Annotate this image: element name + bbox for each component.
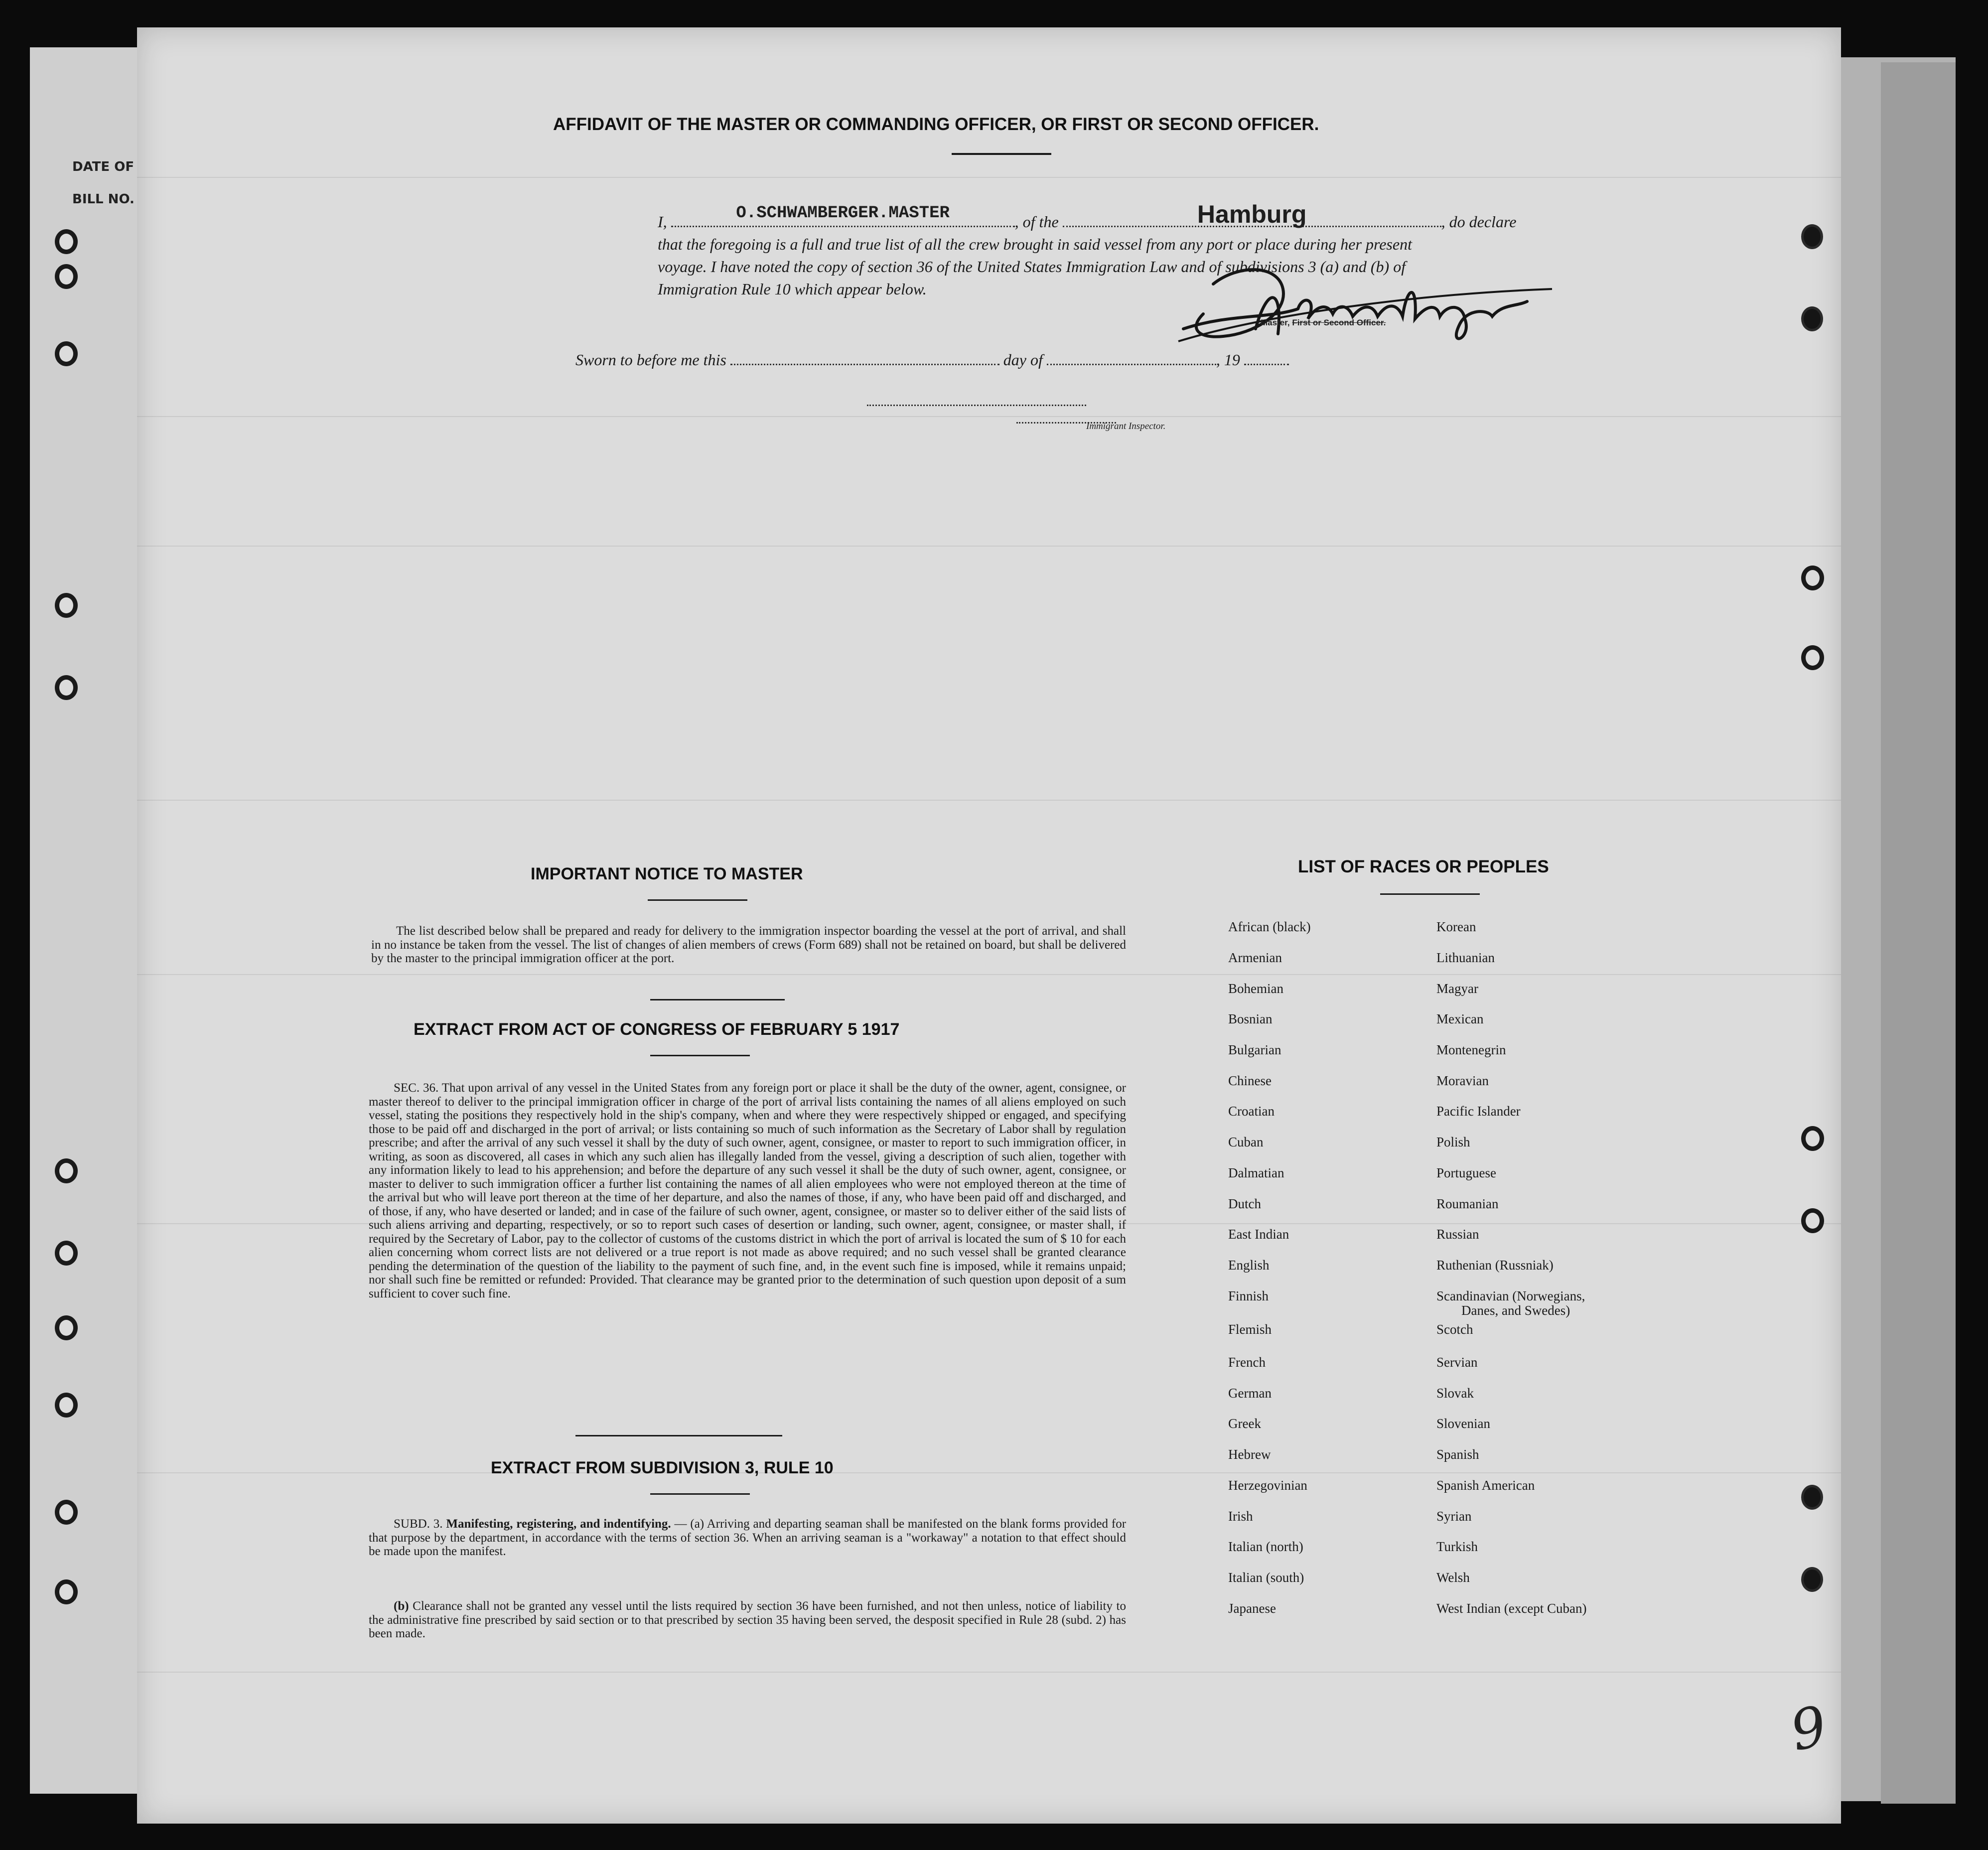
rule-paragraph-a bbox=[369, 1517, 1126, 1559]
race-item: Welsh bbox=[1436, 1570, 1470, 1585]
race-item: Polish bbox=[1436, 1135, 1470, 1149]
races-title: LIST OF RACES OR PEOPLES bbox=[1298, 857, 1549, 876]
punch-hole bbox=[55, 1158, 78, 1183]
race-item: Roumanian bbox=[1436, 1196, 1499, 1211]
master-name-value: O.SCHWAMBERGER.MASTER bbox=[736, 204, 950, 223]
inspector-caption: Immigrant Inspector. bbox=[1086, 421, 1166, 431]
sworn-month-field bbox=[1047, 350, 1216, 365]
of-the-label: , of the bbox=[1014, 213, 1059, 231]
form-page bbox=[137, 27, 1841, 1824]
race-item: Spanish bbox=[1436, 1447, 1479, 1462]
bleed-through-line bbox=[137, 416, 1841, 417]
master-signature bbox=[1168, 254, 1557, 354]
punch-hole bbox=[1801, 306, 1823, 331]
race-item: Servian bbox=[1436, 1355, 1478, 1370]
race-item: Italian (south) bbox=[1228, 1570, 1304, 1585]
act-text: SEC. 36. That upon arrival of any vessel in the United States from any foreign port or place it shall be the duty of the owner, agent, consignee, or master thereof to deliver to the principal immigration officer in charge of the port of arrival lists containing the names of all aliens employed on such vessel, stating the positions they respectively hold in the ship's company, when and where they were respectively shipped or engaged, and specifying those to be paid off and discharged in the port of arrival; or lists containing so much of such information as the Secretary of Labor shall by regulation prescribe; and after the arrival of any such vessel it shall by the duty of such owner, agent, consignee, or master to report to such immigration officer, in writing, as soon as discovered, all cases in which any such alien has illegally landed from the vessel, giving a description of such alien, together with any information likely to lead to his apprehension; and before the departure of any such vessel it shall be the duty of such owner, agent, consignee, or master to deliver to such immigration officer a further list containing the names of all alien employees who were not employed thereon at the time of the arrival but who will leave port thereon at the time of her departure, and also the names of those, if any, who have been paid off and discharged, and of those, if any, who have deserted or landed; and in case of the failure of such owner, agent, consignee, or master so to deliver either of the said lists of such aliens arriving and departing, respectively, or so to report such cases of desertion or landing, such owner, agent, consignee, or master shall, if required by the Secretary of Labor, pay to the collector of customs of the customs district in which the port of arrival is located the sum of $ 10 for each alien concerning whom correct lists are not delivered or a true report is not made as above required; and no such vessel shall be granted clearance pending the determination of the question of the liability to the payment of such fine, and, in the event such fine is imposed, while it remains unpaid; nor shall such fine be remitted or refunded: Provided. That clearance may be granted prior to the determination of such question upon deposit of a sum sufficient to cover such fine. bbox=[369, 1081, 1126, 1300]
affidavit-line-4: Immigration Rule 10 which appear below. bbox=[658, 280, 927, 298]
race-item: African (black) bbox=[1228, 919, 1311, 934]
race-item: Slovenian bbox=[1436, 1416, 1490, 1431]
race-item: Armenian bbox=[1228, 950, 1282, 965]
race-item: Korean bbox=[1436, 919, 1476, 934]
punch-hole bbox=[55, 1393, 78, 1418]
race-item: Hebrew bbox=[1228, 1447, 1271, 1462]
act-title: EXTRACT FROM ACT OF CONGRESS OF FEBRUARY 5 1917 bbox=[414, 1020, 900, 1039]
affidavit-title-rule bbox=[952, 153, 1051, 155]
affidavit-line-1 bbox=[658, 200, 1619, 233]
bleed-through-line bbox=[137, 1672, 1841, 1673]
notice-text: The list described below shall be prepared and ready for delivery to the immigration inspector boarding the vessel at the port of arrival, and shall in no instance be taken from the vessel. The list of changes of alien members of crews (Form 689) shall not be retained on board, but shall be delivered by the master to the principal immigration officer at the port. bbox=[371, 924, 1126, 965]
race-item: Japanese bbox=[1228, 1601, 1276, 1616]
bleed-through-line bbox=[137, 974, 1841, 975]
notice-title: IMPORTANT NOTICE TO MASTER bbox=[531, 864, 803, 883]
race-item: Magyar bbox=[1436, 981, 1478, 996]
race-item: Pacific Islander bbox=[1436, 1104, 1521, 1119]
punch-hole bbox=[1801, 1567, 1823, 1592]
caption-struck-officer: First or Second Officer. bbox=[1292, 318, 1386, 327]
race-item: Herzegovinian bbox=[1228, 1478, 1307, 1493]
punch-hole bbox=[55, 1500, 78, 1525]
back-sheet-label-date: DATE OF bbox=[72, 159, 135, 174]
race-item: Lithuanian bbox=[1436, 950, 1495, 965]
back-sheet-label-bill: BILL NO. bbox=[72, 192, 135, 207]
race-item: French bbox=[1228, 1355, 1266, 1370]
race-item: Scandinavian (Norwegians, bbox=[1436, 1288, 1585, 1303]
bleed-through-line bbox=[137, 177, 1841, 178]
rule-a-heading: Manifesting, registering, and indentifying. bbox=[446, 1517, 671, 1531]
punch-hole bbox=[1801, 1126, 1824, 1151]
punch-hole bbox=[1801, 1485, 1823, 1510]
race-item: Italian (north) bbox=[1228, 1539, 1303, 1554]
affidavit-title: AFFIDAVIT OF THE MASTER OR COMMANDING OFFICER, OR FIRST OR SECOND OFFICER. bbox=[553, 115, 1319, 134]
race-item: Syrian bbox=[1436, 1509, 1472, 1524]
race-item: Scotch bbox=[1436, 1322, 1473, 1337]
right-underlying-sheet-edge bbox=[1881, 62, 1956, 1804]
act-title-rule bbox=[650, 1055, 750, 1056]
race-item: Portuguese bbox=[1436, 1165, 1496, 1180]
race-item: Finnish bbox=[1228, 1288, 1269, 1303]
port-field bbox=[1063, 200, 1441, 228]
race-item: Mexican bbox=[1436, 1011, 1484, 1026]
punch-hole bbox=[55, 229, 78, 254]
rule-title-rule bbox=[650, 1493, 750, 1495]
race-item: Moravian bbox=[1436, 1073, 1489, 1088]
punch-hole bbox=[55, 1579, 78, 1604]
handwritten-page-number: 9 bbox=[1785, 1694, 1833, 1763]
punch-hole bbox=[55, 264, 78, 289]
rule-title: EXTRACT FROM SUBDIVISION 3, RULE 10 bbox=[491, 1458, 834, 1477]
race-item: Turkish bbox=[1436, 1539, 1478, 1554]
bleed-through-line bbox=[137, 1472, 1841, 1473]
race-item: Irish bbox=[1228, 1509, 1253, 1524]
sworn-day-field bbox=[730, 350, 999, 365]
race-item: Russian bbox=[1436, 1227, 1479, 1242]
rule-a-lead: SUBD. 3. bbox=[394, 1517, 443, 1531]
rule-a-text: — (a) Arriving and departing seaman shall be manifested on the blank forms provided for that purpose by the department, in accordance with the terms of section 36. When an arriving seaman is a "workaway" a notation to that effect should be made upon the manifest. bbox=[369, 1517, 1127, 1558]
race-item-continued: Danes, and Swedes) bbox=[1461, 1303, 1570, 1318]
race-item: Flemish bbox=[1228, 1322, 1272, 1337]
race-item: Spanish American bbox=[1436, 1478, 1535, 1493]
race-item: Bohemian bbox=[1228, 981, 1283, 996]
do-declare-label: , do declare bbox=[1441, 213, 1517, 231]
sworn-label: Sworn to before me this bbox=[575, 351, 726, 369]
punch-hole bbox=[1801, 224, 1823, 249]
year-prefix-label: , 19 bbox=[1216, 351, 1240, 369]
master-name-field bbox=[671, 204, 1015, 227]
affidavit-i-label: I, bbox=[658, 213, 667, 231]
race-item: East Indian bbox=[1228, 1227, 1289, 1242]
day-of-label: day of bbox=[1003, 351, 1043, 369]
punch-hole bbox=[1801, 566, 1824, 590]
affidavit-line-3: voyage. I have noted the copy of section 36 of the United States Immigration Law and of subdivisions 3 (a) and (b) of bbox=[658, 258, 1406, 276]
race-item: Chinese bbox=[1228, 1073, 1272, 1088]
race-item: West Indian (except Cuban) bbox=[1436, 1601, 1587, 1616]
race-item: Bulgarian bbox=[1228, 1042, 1281, 1057]
punch-hole bbox=[55, 341, 78, 366]
race-item: English bbox=[1228, 1258, 1270, 1273]
port-value: Hamburg bbox=[1197, 200, 1307, 228]
sworn-line bbox=[575, 349, 1522, 371]
caption-master: Master, bbox=[1261, 318, 1290, 327]
rule-b-text: Clearance shall not be granted any vessel until the lists required by section 36 have been furnished, and not then unless, notice of liability to the administrative fine prescribed by said section or to that prescribed by section 35 having been served, the desposit specified in Rule 28 (subd. 2) has been made. bbox=[369, 1599, 1126, 1640]
race-item: German bbox=[1228, 1386, 1272, 1401]
race-item: Slovak bbox=[1436, 1386, 1474, 1401]
race-item: Ruthenian (Russniak) bbox=[1436, 1258, 1554, 1273]
race-item: Dalmatian bbox=[1228, 1165, 1284, 1180]
race-item: Montenegrin bbox=[1436, 1042, 1506, 1057]
race-item: Bosnian bbox=[1228, 1011, 1273, 1026]
punch-hole bbox=[1801, 645, 1824, 670]
race-item: Dutch bbox=[1228, 1196, 1261, 1211]
punch-hole bbox=[1801, 1208, 1824, 1233]
punch-hole bbox=[55, 593, 78, 618]
act-top-rule bbox=[650, 999, 785, 1000]
punch-hole bbox=[55, 1315, 78, 1340]
race-item: Croatian bbox=[1228, 1104, 1275, 1119]
sworn-year-field bbox=[1244, 350, 1289, 365]
races-title-rule bbox=[1380, 893, 1480, 895]
inspector-signature-line bbox=[867, 404, 1086, 406]
punch-hole bbox=[55, 1241, 78, 1266]
affidavit-line-2: that the foregoing is a full and true list of all the crew brought in said vessel from any port or place during her present bbox=[658, 235, 1412, 253]
rule-top-rule bbox=[575, 1435, 782, 1436]
rule-b-lead: (b) bbox=[394, 1599, 409, 1613]
punch-hole bbox=[55, 675, 78, 700]
rule-paragraph-b bbox=[369, 1599, 1126, 1641]
signature-caption bbox=[1261, 318, 1386, 328]
race-item: Greek bbox=[1228, 1416, 1261, 1431]
bleed-through-line bbox=[137, 800, 1841, 801]
race-item: Cuban bbox=[1228, 1135, 1264, 1149]
bleed-through-line bbox=[137, 546, 1841, 547]
notice-title-rule bbox=[648, 899, 747, 901]
